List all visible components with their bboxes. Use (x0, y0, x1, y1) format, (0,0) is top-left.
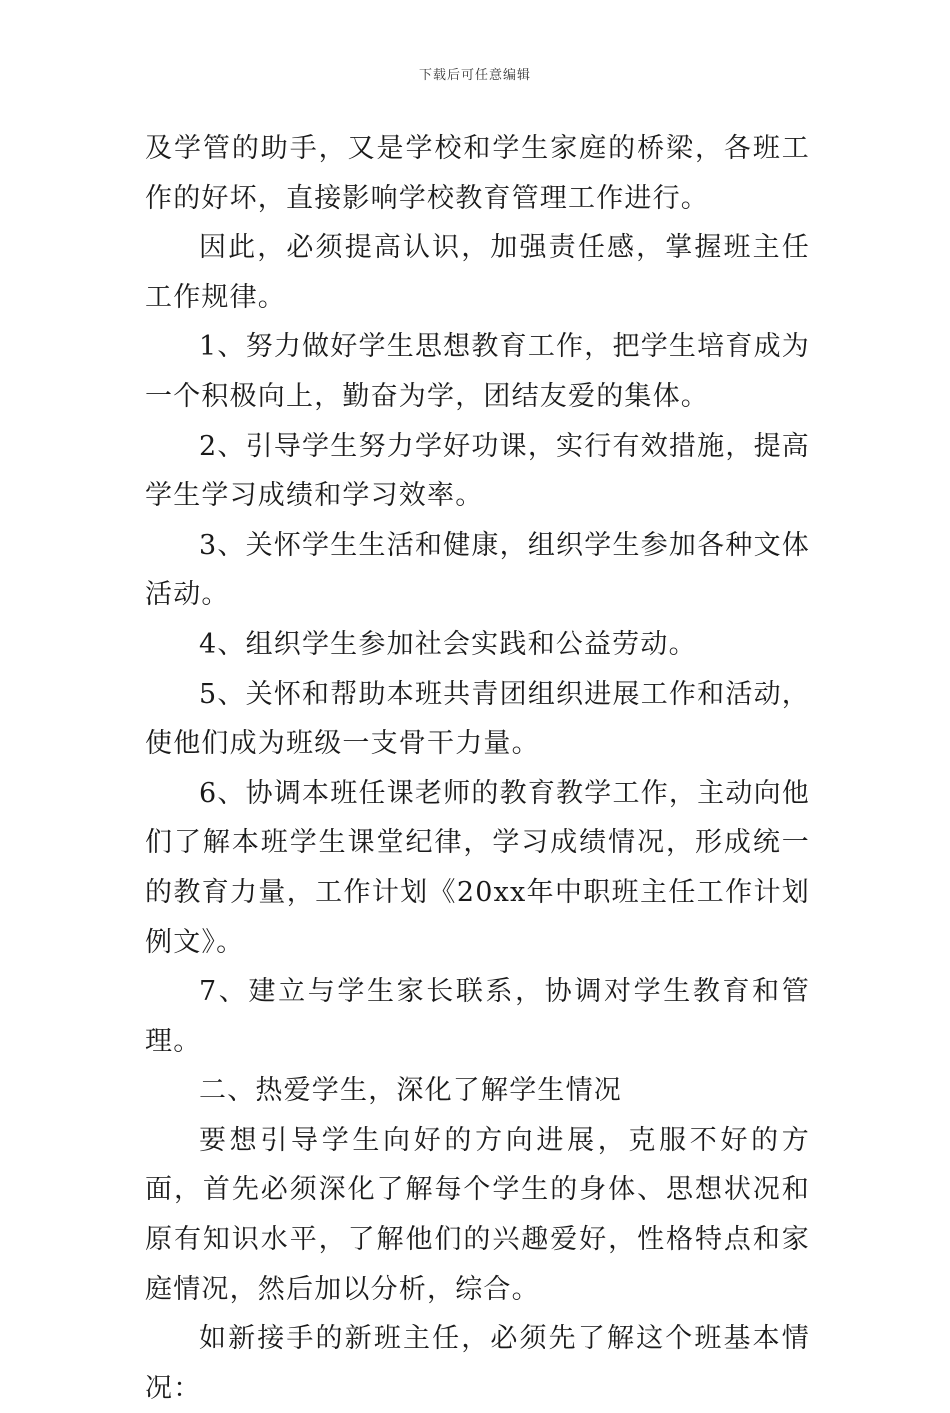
list-item: 5、关怀和帮助本班共青团组织进展工作和活动，使他们成为班级一支骨干力量。 (145, 678, 810, 760)
section-heading: 二、热爱学生，深化了解学生情况 (199, 1075, 622, 1107)
list-item: 7、建立与学生家长联系，协调对学生教育和管理。 (145, 976, 810, 1057)
list-item: 3、关怀学生生活和健康，组织学生参加各种文体活动。 (145, 529, 810, 611)
paragraph: 及学管的助手，又是学校和学生家庭的桥梁，各班工作的好坏，直接影响学校教育管理工作进行。 (145, 133, 810, 214)
paragraph: 要想引导学生向好的方向进展，克服不好的方面，首先必须深化了解每个学生的身体、思想状况和原有知识水平，了解他们的兴趣爱好，性格特点和家庭情况，然后加以分析，综合。 (145, 1124, 810, 1305)
list-item: 4、组织学生参加社会实践和公益劳动。 (199, 628, 697, 660)
header-note: 下载后可任意编辑 (418, 68, 531, 83)
list-item: 6、协调本班任课老师的教育教学工作，主动向他们了解本班学生课堂纪律，学习成绩情况，形成统一的教育力量，工作计划《20xx年中职班主任工作计划例文》。 (145, 777, 810, 958)
paragraph: 因此，必须提高认识，加强责任感，掌握班主任工作规律。 (145, 232, 810, 313)
document-body (145, 124, 810, 1413)
list-item: 2、引导学生努力学好功课，实行有效措施，提高学生学习成绩和学习效率。 (145, 430, 810, 512)
list-item: 1、努力做好学生思想教育工作，把学生培育成为一个积极向上，勤奋为学，团结友爱的集体。 (145, 331, 810, 412)
paragraph: 如新接手的新班主任，必须先了解这个班基本情况： (145, 1323, 810, 1404)
